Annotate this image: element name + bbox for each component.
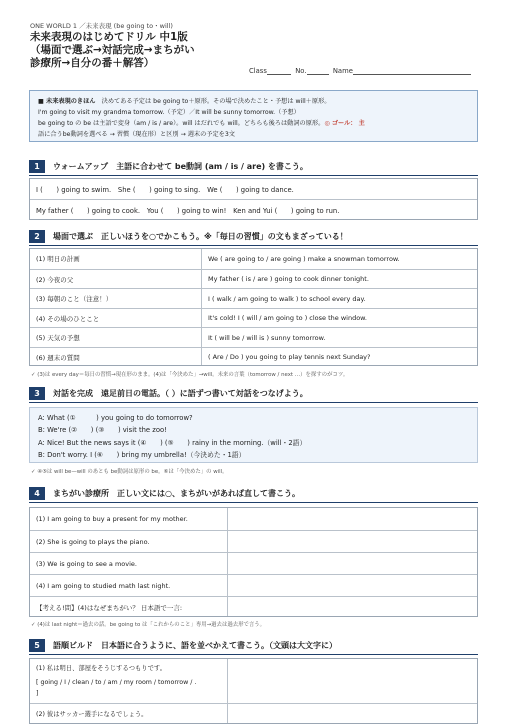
scene-cell: (1) 明日の計画 <box>36 255 80 264</box>
worksheet-title <box>30 31 195 71</box>
hint-note: ✓ ④⑤は will be—will のあとも be動詞は原形の be。⑥は「今決めた」の will。 <box>31 469 228 475</box>
answer-field[interactable] <box>228 597 477 618</box>
no-label: No. <box>295 67 307 75</box>
section-5-header <box>29 638 337 653</box>
error-sentence: (1) I am going to buy a present for my mother. <box>36 515 188 523</box>
choice-sentence[interactable]: It's cold! I ( will / am going to ) close the window. <box>208 314 367 323</box>
section-2-table <box>29 248 478 366</box>
section-divider <box>29 502 478 503</box>
section-divider <box>29 402 478 403</box>
choice-sentence[interactable]: My father ( is / are ) going to cook dinner tonight. <box>208 275 369 284</box>
section-3-header <box>29 386 308 401</box>
section-number: 5 <box>29 639 45 652</box>
answer-field[interactable] <box>228 553 477 575</box>
table-row <box>30 596 477 618</box>
table-row <box>30 347 477 368</box>
think-question: 【考える!問】(4)はなぜまちがい？ 日本語で一言: <box>36 604 183 612</box>
title-line-3: 診療所→自分の番＋解答） <box>30 57 155 70</box>
answer-field[interactable] <box>228 575 477 597</box>
goal-label: ◎ ゴール： 主 <box>324 120 365 127</box>
word-bank: [ going / I / clean / to / am / my room / tomorrow / . <box>36 679 197 686</box>
dialogue-line[interactable]: A: Nice! But the news says it (④ ) (⑤ ) rainy in the morning.（will・2語） <box>38 438 307 447</box>
dialogue-line[interactable]: B: Don't worry. I (⑥ ) bring my umbrella!（今決めた・1語） <box>38 450 246 459</box>
japanese-sentence: (2) 彼はサッカー選手になるでしょう。 <box>36 711 148 718</box>
answer-field[interactable] <box>228 508 477 530</box>
section-number: 4 <box>29 487 45 500</box>
answer-field[interactable] <box>228 531 477 553</box>
error-sentence: (3) We is going to see a movie. <box>36 560 137 568</box>
section-1-header <box>29 159 308 174</box>
scene-cell: (4) その場のひとこと <box>36 314 100 323</box>
scene-cell: (6) 週末の質問 <box>36 353 80 362</box>
section-4-header <box>29 486 300 501</box>
title-line-2: （場面で選ぶ→対話完成→まちがい <box>30 44 195 57</box>
intro-line-3: be going to の be は主語で変身（am / is / are）。will はだれでも will。どちらも後ろは動詞の原形。 <box>38 120 325 127</box>
table-row <box>30 659 477 703</box>
section-divider <box>29 245 478 246</box>
exercise-row[interactable]: My father ( ) going to cook. You ( ) going to win! Ken and Yui ( ) going to run. <box>30 199 477 220</box>
table-row <box>30 552 477 575</box>
section-divider <box>29 654 478 655</box>
table-row <box>30 327 477 348</box>
choice-sentence[interactable]: ( Are / Do ) you going to play tennis next Sunday? <box>208 353 371 362</box>
dialogue-line[interactable]: A: What (① ) you going to do tomorrow? <box>38 414 193 422</box>
section-5-table <box>29 658 478 724</box>
section-divider <box>29 175 478 176</box>
choice-sentence[interactable]: We ( are going to / are going ) make a snowman tomorrow. <box>208 254 400 263</box>
section-2-header <box>29 229 348 244</box>
table-row <box>30 530 477 553</box>
number-field[interactable] <box>307 66 329 75</box>
name-bar <box>249 66 471 75</box>
dialogue-line[interactable]: B: We're (② ) (③ ) visit the zoo! <box>38 426 167 435</box>
section-title: 語順ビルド 日本語に合うように、語を並べかえて書こう。（文頭は大文字に） <box>53 641 337 650</box>
intro-box <box>29 90 478 142</box>
japanese-sentence: (1) 私は明日、部屋をそうじするつもりです。 <box>36 665 166 672</box>
choice-sentence[interactable]: It ( will be / will is ) sunny tomorrow. <box>208 333 326 342</box>
answer-field[interactable] <box>228 659 477 703</box>
error-sentence: (4) I am going to studied math last night. <box>36 582 171 590</box>
table-row <box>30 574 477 597</box>
title-line-1: 未来表現のはじめてドリル 中1版 <box>30 31 188 43</box>
section-number: 2 <box>29 230 45 243</box>
section-4-table <box>29 507 478 617</box>
series-label: ONE WORLD 1 ／未来表現 (be going to・will) <box>30 22 173 30</box>
section-number: 1 <box>29 160 45 173</box>
hint-note: ✓ (3)は every day＝毎日の習慣→現在形のまま。(4)は「今決めた」→will。未来の言葉（tomorrow / next …）を探すのがコツ。 <box>31 372 349 378</box>
choice-sentence[interactable]: I ( walk / am going to walk ) to school every day. <box>208 294 366 303</box>
section-title: まちがい診療所 正しい文には○、まちがいがあれば直して書こう。 <box>53 489 300 498</box>
reorder-prompt <box>36 663 224 699</box>
scene-cell: (5) 天気の予想 <box>36 334 80 343</box>
section-1-box <box>29 178 478 220</box>
word-bank-close: ] <box>36 690 39 697</box>
intro-heading: ■ 未来表現のきほん <box>38 98 96 105</box>
section-title: ウォームアップ 主語に合わせて be動詞 (am / is / are) を書こう。 <box>53 162 308 171</box>
class-field[interactable] <box>267 66 291 75</box>
table-row <box>30 249 477 269</box>
scene-cell: (3) 毎朝のこと（注意！） <box>36 295 113 304</box>
table-row <box>30 508 477 530</box>
section-number: 3 <box>29 387 45 400</box>
table-row <box>30 269 477 290</box>
error-sentence: (2) She is going to plays the piano. <box>36 538 150 546</box>
table-row <box>30 703 477 726</box>
table-row <box>30 308 477 329</box>
intro-line-2: I'm going to visit my grandma tomorrow.（予定）／It will be sunny tomorrow.（予想） <box>38 109 300 116</box>
exercise-row[interactable]: I ( ) going to swim. She ( ) going to sing. We ( ) going to dance. <box>36 186 294 194</box>
class-label: Class <box>249 67 267 75</box>
section-title: 場面で選ぶ 正しいほうを○でかこもう。※「毎日の習慣」の文もまざっている！ <box>53 232 348 241</box>
dialogue-box <box>29 407 478 463</box>
table-row <box>30 288 477 309</box>
answer-field[interactable] <box>228 704 477 726</box>
hint-note: ✓ (4)は last night＝過去の話。be going to は「これからのこと」専用→過去は過去形で言う。 <box>31 622 266 628</box>
name-field[interactable] <box>353 66 471 75</box>
intro-line-4: 語に合うbe動詞を選べる → 習慣（現在形）と区別 → 週末の予定を3文 <box>38 131 235 138</box>
scene-cell: (2) 今夜の父 <box>36 275 74 284</box>
section-title: 対話を完成 遠足前日の電話。（ ）に語ずつ書いて対話をつなげよう。 <box>53 389 308 398</box>
name-label: Name <box>332 67 353 75</box>
intro-line-1: 決めてある予定は be going to＋原形。その場で決めたこと・予想は will＋原形。 <box>95 98 331 105</box>
